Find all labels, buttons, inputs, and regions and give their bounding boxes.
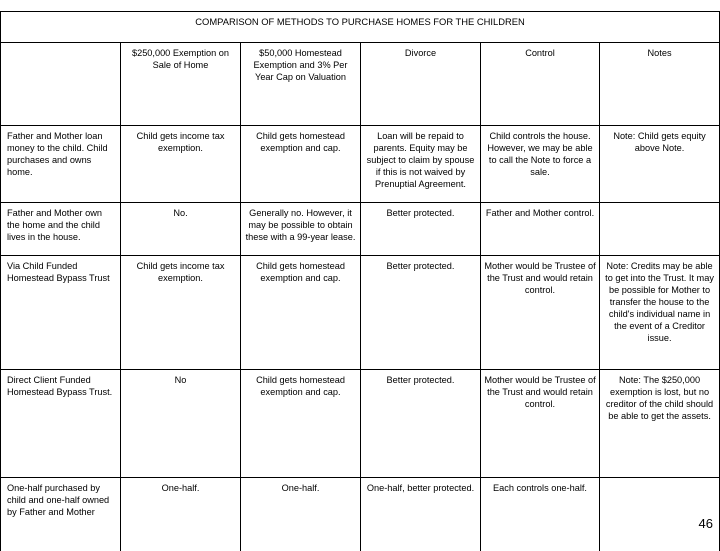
column-header-homestead: $50,000 Homestead Exemption and 3% Per Year Cap on Valuation <box>241 43 361 126</box>
row-method: Direct Client Funded Homestead Bypass Trust. <box>1 370 121 478</box>
row-method: Father and Mother own the home and the child lives in the house. <box>1 203 121 256</box>
cell-exemption: Child gets income tax exemption. <box>121 126 241 203</box>
column-header-method <box>1 43 121 126</box>
cell-homestead: One-half. <box>241 478 361 551</box>
cell-control: Mother would be Trustee of the Trust and would retain control. <box>481 370 600 478</box>
cell-notes <box>600 203 720 256</box>
column-header-control: Control <box>481 43 600 126</box>
cell-notes: Note: Credits may be able to get into the Trust. It may be possible for Mother to transfer the house to the child's individual name in the event of a Creditor issue. <box>600 256 720 370</box>
cell-divorce: Better protected. <box>361 203 481 256</box>
page-number: 46 <box>699 516 713 531</box>
cell-homestead: Child gets homestead exemption and cap. <box>241 126 361 203</box>
cell-divorce: Loan will be repaid to parents. Equity may be subject to claim by spouse if this is not waived by Prenuptial Agreement. <box>361 126 481 203</box>
table-title: COMPARISON OF METHODS TO PURCHASE HOMES FOR THE CHILDREN <box>1 12 720 43</box>
cell-divorce: One-half, better protected. <box>361 478 481 551</box>
table-row <box>1 126 720 203</box>
cell-exemption: One-half. <box>121 478 241 551</box>
cell-exemption: No. <box>121 203 241 256</box>
cell-control: Mother would be Trustee of the Trust and would retain control. <box>481 256 600 370</box>
table-title-row <box>1 12 720 43</box>
table-row <box>1 203 720 256</box>
column-header-row <box>1 43 720 126</box>
cell-homestead: Generally no. However, it may be possible to obtain these with a 99-year lease. <box>241 203 361 256</box>
cell-exemption: No <box>121 370 241 478</box>
cell-homestead: Child gets homestead exemption and cap. <box>241 256 361 370</box>
cell-divorce: Better protected. <box>361 370 481 478</box>
cell-divorce: Better protected. <box>361 256 481 370</box>
column-header-notes: Notes <box>600 43 720 126</box>
table-row <box>1 370 720 478</box>
cell-control: Father and Mother control. <box>481 203 600 256</box>
column-header-exemption: $250,000 Exemption on Sale of Home <box>121 43 241 126</box>
cell-control: Each controls one-half. <box>481 478 600 551</box>
table-row <box>1 256 720 370</box>
comparison-table <box>0 11 720 551</box>
cell-exemption: Child gets income tax exemption. <box>121 256 241 370</box>
cell-control: Child controls the house. However, we may be able to call the Note to force a sale. <box>481 126 600 203</box>
cell-notes: Note: Child gets equity above Note. <box>600 126 720 203</box>
column-header-divorce: Divorce <box>361 43 481 126</box>
cell-notes: Note: The $250,000 exemption is lost, but no creditor of the child should be able to get the assets. <box>600 370 720 478</box>
row-method: One-half purchased by child and one-half owned by Father and Mother <box>1 478 121 551</box>
row-method: Father and Mother loan money to the child. Child purchases and owns home. <box>1 126 121 203</box>
cell-homestead: Child gets homestead exemption and cap. <box>241 370 361 478</box>
row-method: Via Child Funded Homestead Bypass Trust <box>1 256 121 370</box>
